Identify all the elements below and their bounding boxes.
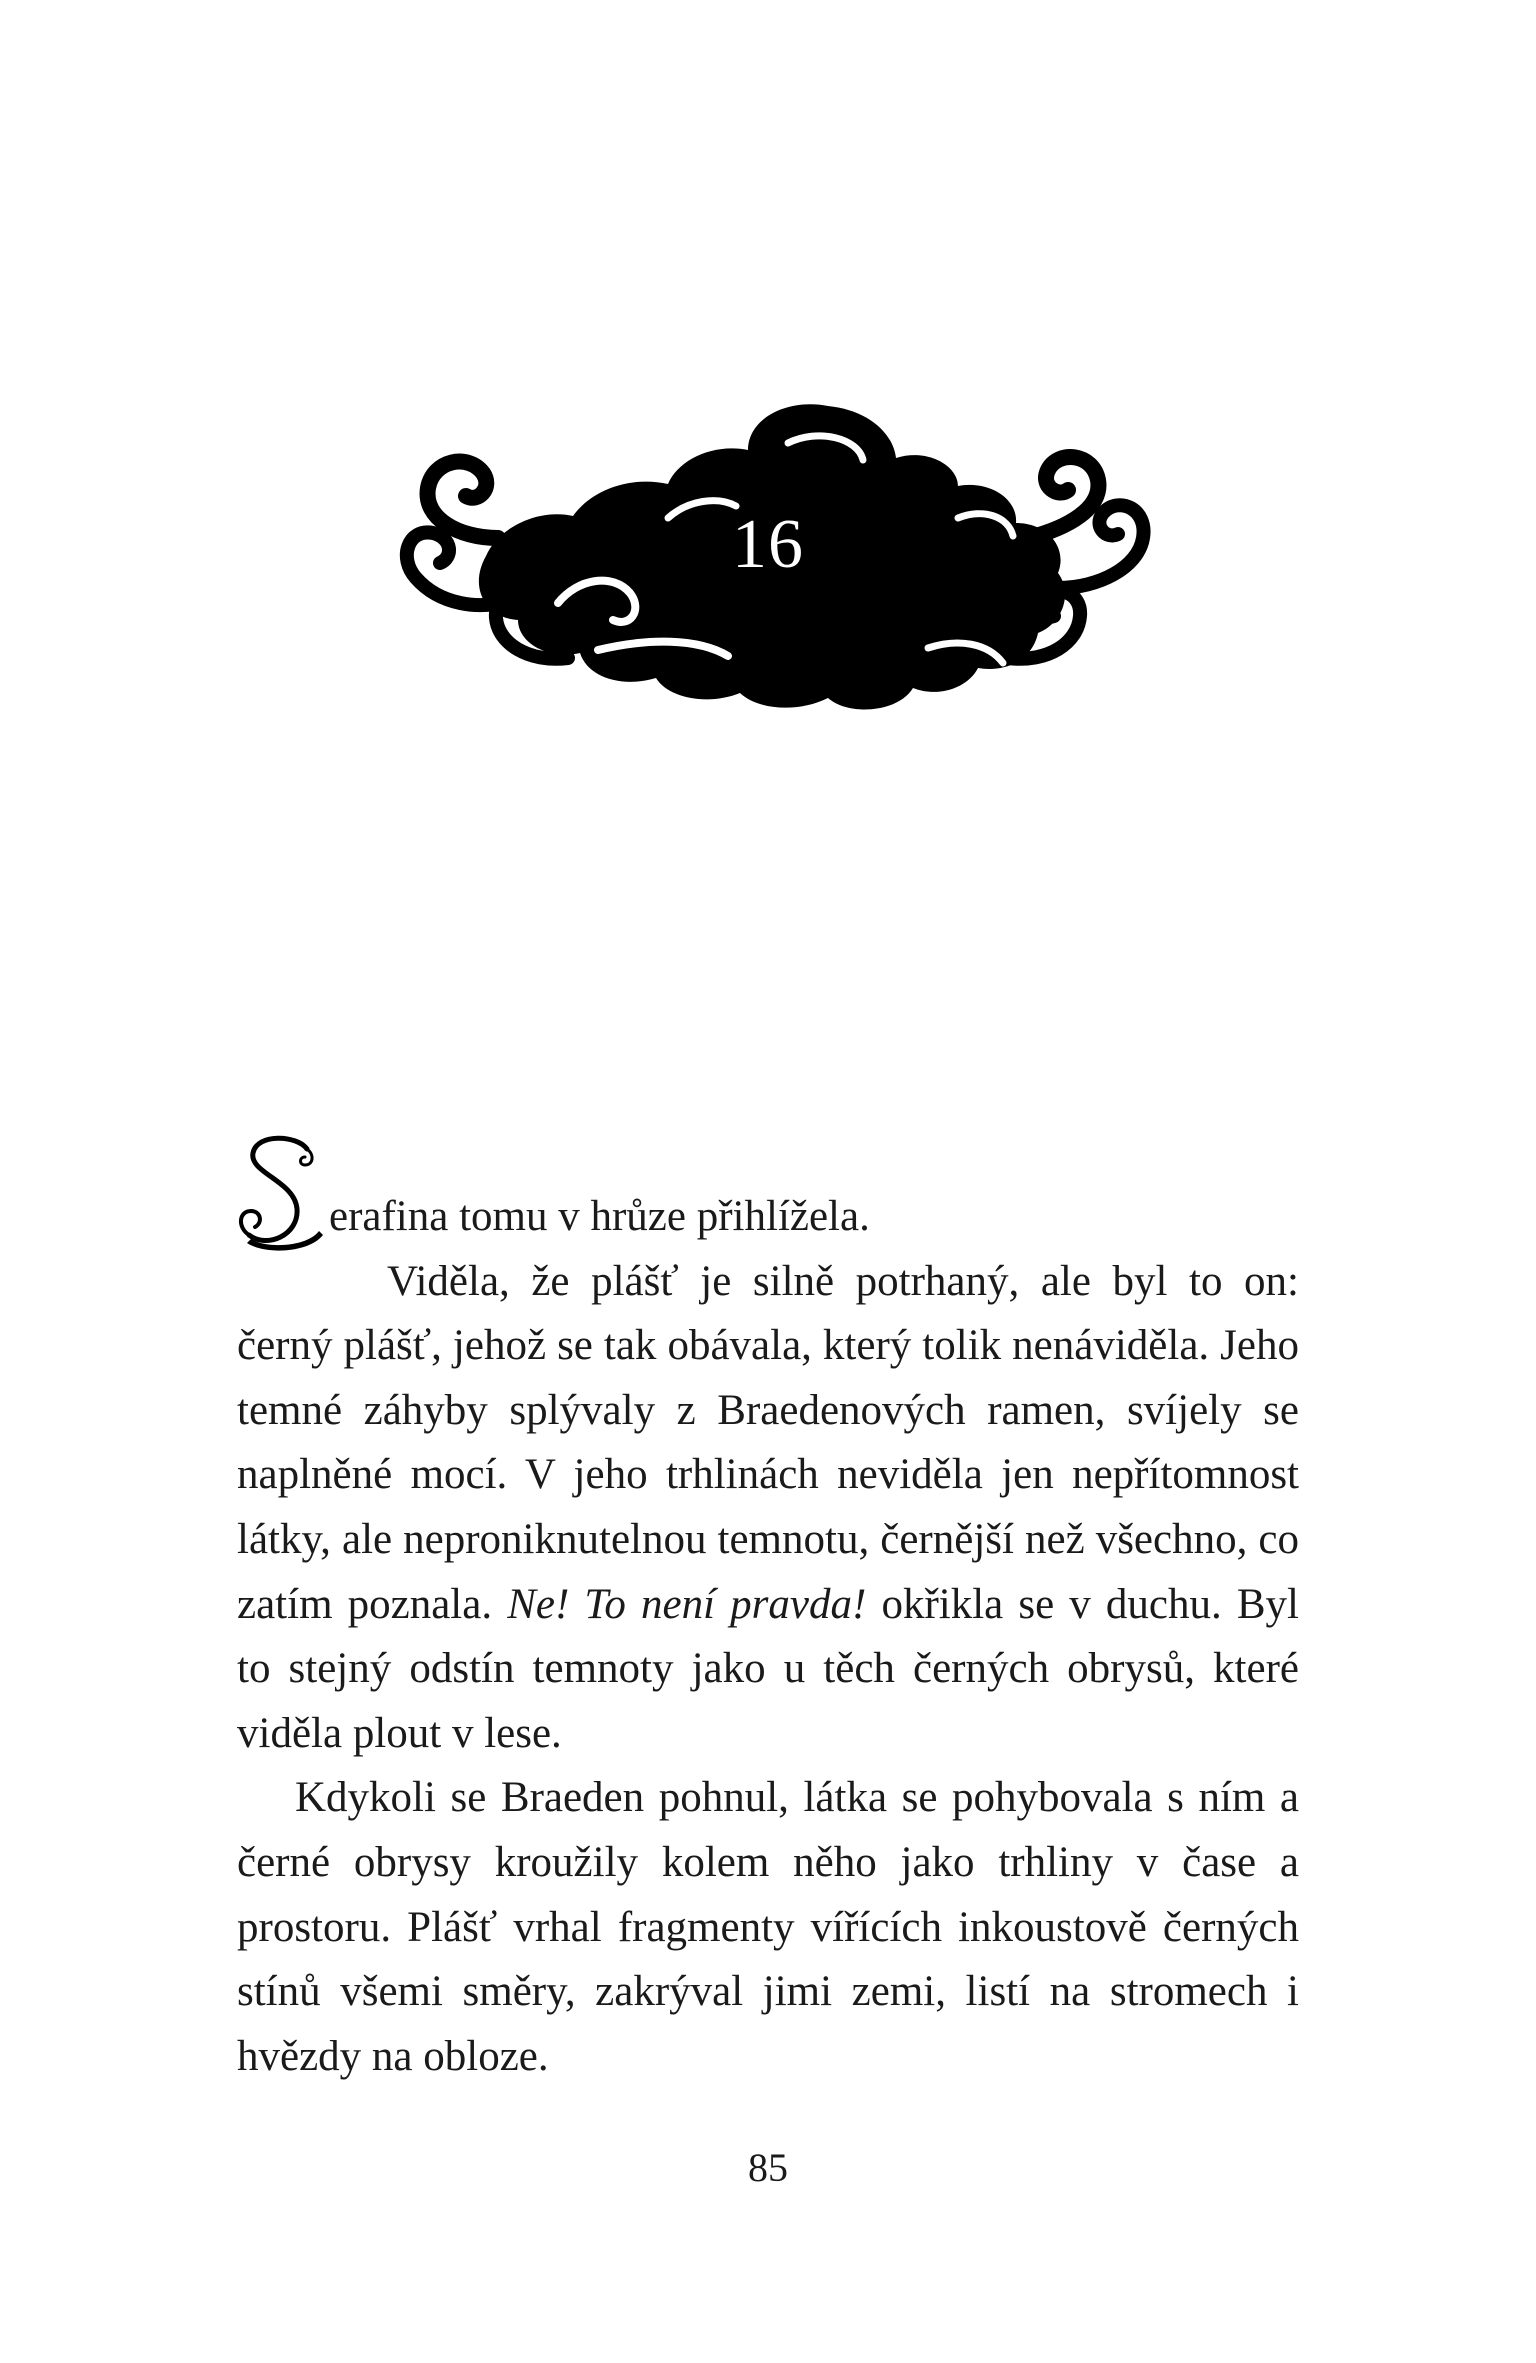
paragraph-1	[237, 1125, 1299, 1250]
dropcap-s-icon	[237, 1131, 325, 1257]
paragraph-2	[237, 1250, 1299, 1767]
paragraph-2-tail: okřikla se v duchu. Byl to stejný odstín temnoty jako u těch černých obrysů, které viděla plout v lese.	[237, 1580, 1299, 1757]
paragraph-3-text: Kdykoli se Braeden pohnul, látka se pohybovala s ním a černé obrysy kroužily kolem něho jako trhliny v čase a prostoru. Plášť vrhal fragmenty vířících inkoustově černých stínů všemi směry, zakrýval jimi zemi, listí na stromech i hvězdy na obloze.	[237, 1774, 1299, 2080]
chapter-number: 16	[732, 506, 804, 583]
chapter-body	[237, 1125, 1299, 2089]
chapter-heading-ornament	[368, 388, 1168, 718]
page-number: 85	[748, 2145, 788, 2190]
paragraph-2-text: Viděla, že plášť je silně potrhaný, ale byl to on: černý plášť, jehož se tak obávala, který tolik nenáviděla. Jeho temné záhyby splývaly z Braedenových ramen, svíjely se naplněné mocí. V jeho trhlinách neviděla jen nepřítomnost látky, ale neproniknutelnou temnotu, černější než všechno, co zatím poznala.	[237, 1257, 1299, 1628]
first-line-text: erafina tomu v hrůze přihlížela.	[329, 1193, 870, 1240]
italic-exclamation: Ne! To není pravda!	[507, 1580, 867, 1628]
paragraph-3	[237, 1766, 1299, 2089]
